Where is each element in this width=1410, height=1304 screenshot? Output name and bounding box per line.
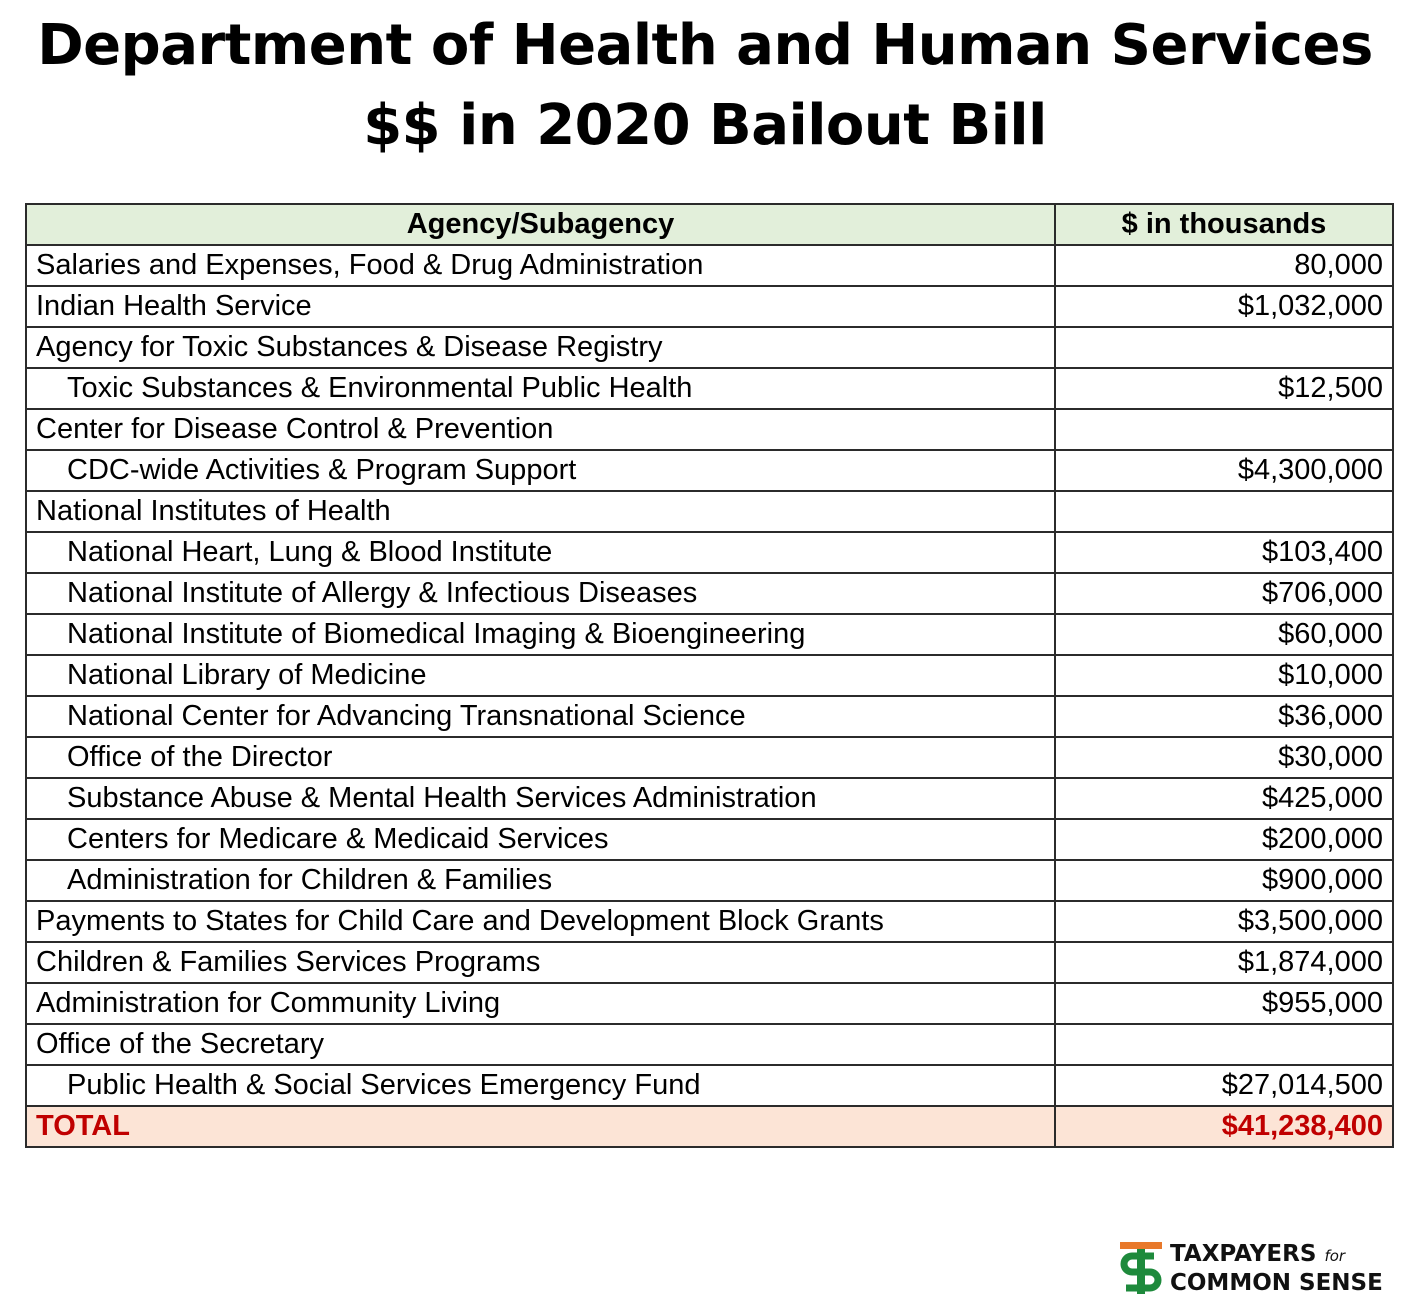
- amount-cell: [1055, 327, 1393, 368]
- agency-cell: Children & Families Services Programs: [26, 942, 1055, 983]
- table-row: [26, 614, 1393, 655]
- amount-cell: $60,000: [1055, 614, 1393, 655]
- logo-word-taxpayers: TAXPAYERS: [1170, 1241, 1317, 1267]
- table-row: [26, 327, 1393, 368]
- column-header-amount: $ in thousands: [1055, 204, 1393, 245]
- agency-cell: Administration for Children & Families: [26, 860, 1055, 901]
- table-header-row: [26, 204, 1393, 245]
- amount-cell: $12,500: [1055, 368, 1393, 409]
- table-row: [26, 778, 1393, 819]
- table-row: [26, 532, 1393, 573]
- agency-cell: Agency for Toxic Substances & Disease Registry: [26, 327, 1055, 368]
- agency-cell: Office of the Director: [26, 737, 1055, 778]
- table-row: [26, 286, 1393, 327]
- agency-cell: Toxic Substances & Environmental Public Health: [26, 368, 1055, 409]
- agency-cell: Public Health & Social Services Emergency Fund: [26, 1065, 1055, 1106]
- total-row: [26, 1106, 1393, 1147]
- agency-cell: Substance Abuse & Mental Health Services Administration: [26, 778, 1055, 819]
- amount-cell: $425,000: [1055, 778, 1393, 819]
- amount-cell: 80,000: [1055, 245, 1393, 286]
- table-row: [26, 491, 1393, 532]
- agency-cell: CDC-wide Activities & Program Support: [26, 450, 1055, 491]
- table-row: [26, 655, 1393, 696]
- tcs-logo-icon: [1118, 1240, 1164, 1296]
- agency-cell: Indian Health Service: [26, 286, 1055, 327]
- amount-cell: $1,032,000: [1055, 286, 1393, 327]
- amount-cell: $706,000: [1055, 573, 1393, 614]
- logo-word-for: for: [1324, 1247, 1346, 1265]
- amount-cell: $955,000: [1055, 983, 1393, 1024]
- table-row: [26, 368, 1393, 409]
- agency-cell: Center for Disease Control & Prevention: [26, 409, 1055, 450]
- amount-cell: $27,014,500: [1055, 1065, 1393, 1106]
- table-row: [26, 983, 1393, 1024]
- table-row: [26, 737, 1393, 778]
- table-row: [26, 573, 1393, 614]
- total-label: TOTAL: [26, 1106, 1055, 1147]
- amount-cell: $1,874,000: [1055, 942, 1393, 983]
- amount-cell: $10,000: [1055, 655, 1393, 696]
- table-row: [26, 1024, 1393, 1065]
- amount-cell: $30,000: [1055, 737, 1393, 778]
- page-title: Department of Health and Human Services: [37, 13, 1373, 78]
- table-row: [26, 245, 1393, 286]
- agency-cell: National Institute of Allergy & Infectious Diseases: [26, 573, 1055, 614]
- budget-table: [25, 203, 1394, 1148]
- agency-cell: Salaries and Expenses, Food & Drug Administration: [26, 245, 1055, 286]
- agency-cell: National Center for Advancing Transnational Science: [26, 696, 1055, 737]
- table-row: [26, 901, 1393, 942]
- page-subtitle: $$ in 2020 Bailout Bill: [363, 93, 1047, 158]
- amount-cell: $103,400: [1055, 532, 1393, 573]
- agency-cell: National Heart, Lung & Blood Institute: [26, 532, 1055, 573]
- amount-cell: $4,300,000: [1055, 450, 1393, 491]
- table-row: [26, 696, 1393, 737]
- amount-cell: $200,000: [1055, 819, 1393, 860]
- agency-cell: Administration for Community Living: [26, 983, 1055, 1024]
- amount-cell: $3,500,000: [1055, 901, 1393, 942]
- table-row: [26, 409, 1393, 450]
- amount-cell: [1055, 491, 1393, 532]
- logo-word-common-sense: COMMON SENSE: [1170, 1270, 1383, 1296]
- amount-cell: $900,000: [1055, 860, 1393, 901]
- agency-cell: Centers for Medicare & Medicaid Services: [26, 819, 1055, 860]
- amount-cell: [1055, 409, 1393, 450]
- agency-cell: National Institutes of Health: [26, 491, 1055, 532]
- table-row: [26, 819, 1393, 860]
- column-header-agency: Agency/Subagency: [26, 204, 1055, 245]
- table-row: [26, 450, 1393, 491]
- agency-cell: Office of the Secretary: [26, 1024, 1055, 1065]
- table-row: [26, 860, 1393, 901]
- total-amount: $41,238,400: [1055, 1106, 1393, 1147]
- agency-cell: National Institute of Biomedical Imaging & Bioengineering: [26, 614, 1055, 655]
- amount-cell: [1055, 1024, 1393, 1065]
- table-row: [26, 1065, 1393, 1106]
- agency-cell: Payments to States for Child Care and Development Block Grants: [26, 901, 1055, 942]
- amount-cell: $36,000: [1055, 696, 1393, 737]
- agency-cell: National Library of Medicine: [26, 655, 1055, 696]
- logo-wordmark: [1170, 1241, 1383, 1297]
- table-row: [26, 942, 1393, 983]
- taxpayers-logo: [1118, 1238, 1398, 1298]
